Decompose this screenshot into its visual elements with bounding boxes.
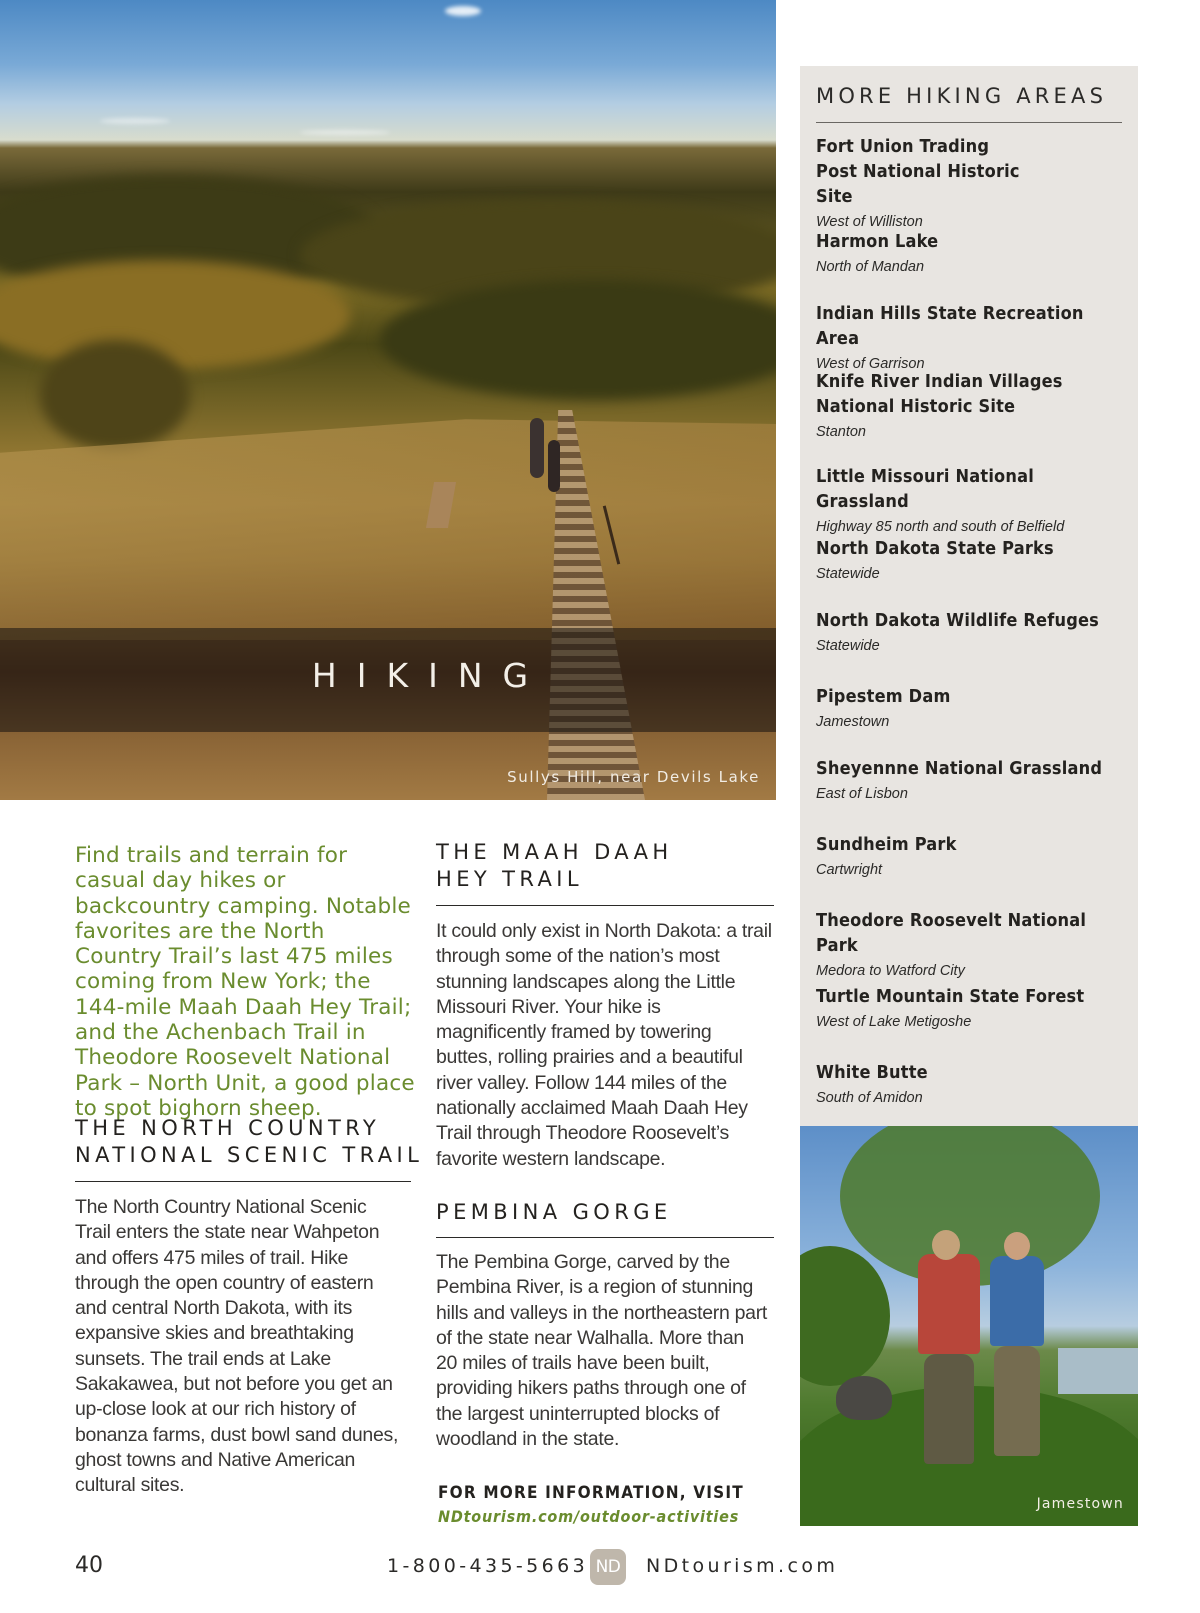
list-item	[816, 908, 1128, 981]
section-divider	[436, 905, 774, 906]
list-item	[816, 608, 1128, 656]
more-hiking-areas-sidebar	[800, 66, 1138, 1126]
area-name: Sundheim Park	[816, 834, 957, 855]
area-location: Stanton	[816, 424, 866, 440]
pembina-heading: PEMBINA GORGE	[436, 1200, 672, 1224]
website-url[interactable]: NDtourism.com	[646, 1555, 839, 1577]
area-name: Turtle Mountain State Forest	[816, 986, 1085, 1007]
maah-daah-heading: THE MAAH DAAH HEY TRAIL	[436, 840, 673, 891]
area-location: Cartwright	[816, 862, 883, 878]
area-location: Highway 85 north and south of Belfield	[816, 519, 1065, 535]
list-item	[816, 1060, 1128, 1108]
more-info-link[interactable]: NDtourism.com/outdoor-activities	[438, 1507, 740, 1526]
hero-photo-caption: Sullys Hill, near Devils Lake	[507, 768, 760, 786]
list-item	[816, 536, 1128, 584]
area-name: Knife River Indian Villages National Historic Site	[816, 371, 1063, 417]
phone-number: 1-800-435-5663	[387, 1555, 589, 1577]
area-location: West of Garrison	[816, 356, 925, 372]
area-location: Medora to Watford City	[816, 963, 965, 979]
pembina-body: The Pembina Gorge, carved by the Pembina River, is a region of stunning hills and valleys in the northeastern part of the state near Walhalla. More than 20 miles of trails have been built, providing hikers paths through one of the largest uninterrupted blocks of woodland in the state.	[436, 1251, 768, 1451]
area-name: Sheyennne National Grassland	[816, 758, 1103, 779]
section-divider	[436, 1237, 774, 1238]
area-location: West of Williston	[816, 214, 923, 230]
section-divider	[75, 1181, 411, 1182]
sidebar-divider	[816, 122, 1122, 123]
maah-daah-body: It could only exist in North Dakota: a trail through some of the nation’s most stunning landscapes along the Little Missouri River. Your hike is magnificently framed by towering buttes, rolling prairies and a beautiful river valley. Follow 144 miles of the nationally acclaimed Maah Daah Hey Trail through Theodore Roosevelt’s favorite western landscape.	[436, 920, 772, 1170]
area-name: Theodore Roosevelt National Park	[816, 910, 1087, 956]
page-title: HIKING	[311, 656, 549, 695]
area-location: North of Mandan	[816, 259, 925, 275]
area-name: North Dakota State Parks	[816, 538, 1054, 559]
list-item	[816, 369, 1128, 442]
more-info-label: FOR MORE INFORMATION, VISIT	[438, 1483, 744, 1503]
list-item	[816, 301, 1128, 374]
area-location: South of Amidon	[816, 1090, 923, 1106]
page-number: 40	[75, 1553, 103, 1578]
area-name: North Dakota Wildlife Refuges	[816, 610, 1100, 631]
north-country-heading: THE NORTH COUNTRY NATIONAL SCENIC TRAIL	[75, 1116, 424, 1167]
area-name: Fort Union Trading Post National Historic Site	[816, 136, 1020, 207]
list-item	[816, 229, 1128, 277]
area-location: Jamestown	[816, 714, 890, 730]
list-item	[816, 756, 1128, 804]
north-country-body: The North Country National Scenic Trail enters the state near Wahpeton and offers 475 miles of trail. Hike through the open country of eastern and central North Dakota, with its expansive skies and breathtaking sunsets. The trail ends at Lake Sakakawea, but not before you get an up-close look at our rich history of bonanza farms, dust bowl sand dunes, ghost towns and Native American cultural sites.	[75, 1196, 399, 1497]
list-item	[816, 684, 1128, 732]
area-location: West of Lake Metigoshe	[816, 1014, 972, 1030]
area-location: Statewide	[816, 566, 880, 582]
area-location: Statewide	[816, 638, 880, 654]
area-location: East of Lisbon	[816, 786, 908, 802]
hikers-photo	[800, 1126, 1138, 1526]
area-name: Indian Hills State Recreation Area	[816, 303, 1084, 349]
list-item	[816, 464, 1128, 537]
hero-photo	[0, 0, 776, 800]
area-name: Pipestem Dam	[816, 686, 951, 707]
list-item	[816, 134, 1128, 232]
list-item	[816, 984, 1128, 1032]
area-name: Harmon Lake	[816, 231, 939, 252]
sidebar-heading: MORE HIKING AREAS	[816, 84, 1108, 108]
list-item	[816, 832, 1128, 880]
area-name: White Butte	[816, 1062, 928, 1083]
area-name: Little Missouri National Grassland	[816, 466, 1034, 512]
nd-logo-icon: ND	[590, 1549, 626, 1585]
hikers-photo-caption: Jamestown	[1036, 1496, 1124, 1512]
intro-paragraph: Find trails and terrain for casual day hikes or backcountry camping. Notable favorites are the North Country Trail’s last 475 miles coming from New York; the 144-mile Maah Daah Hey Trail; and the Achenbach Trail in Theodore Roosevelt National Park – North Unit, a good place to spot bighorn sheep.	[75, 843, 415, 1121]
